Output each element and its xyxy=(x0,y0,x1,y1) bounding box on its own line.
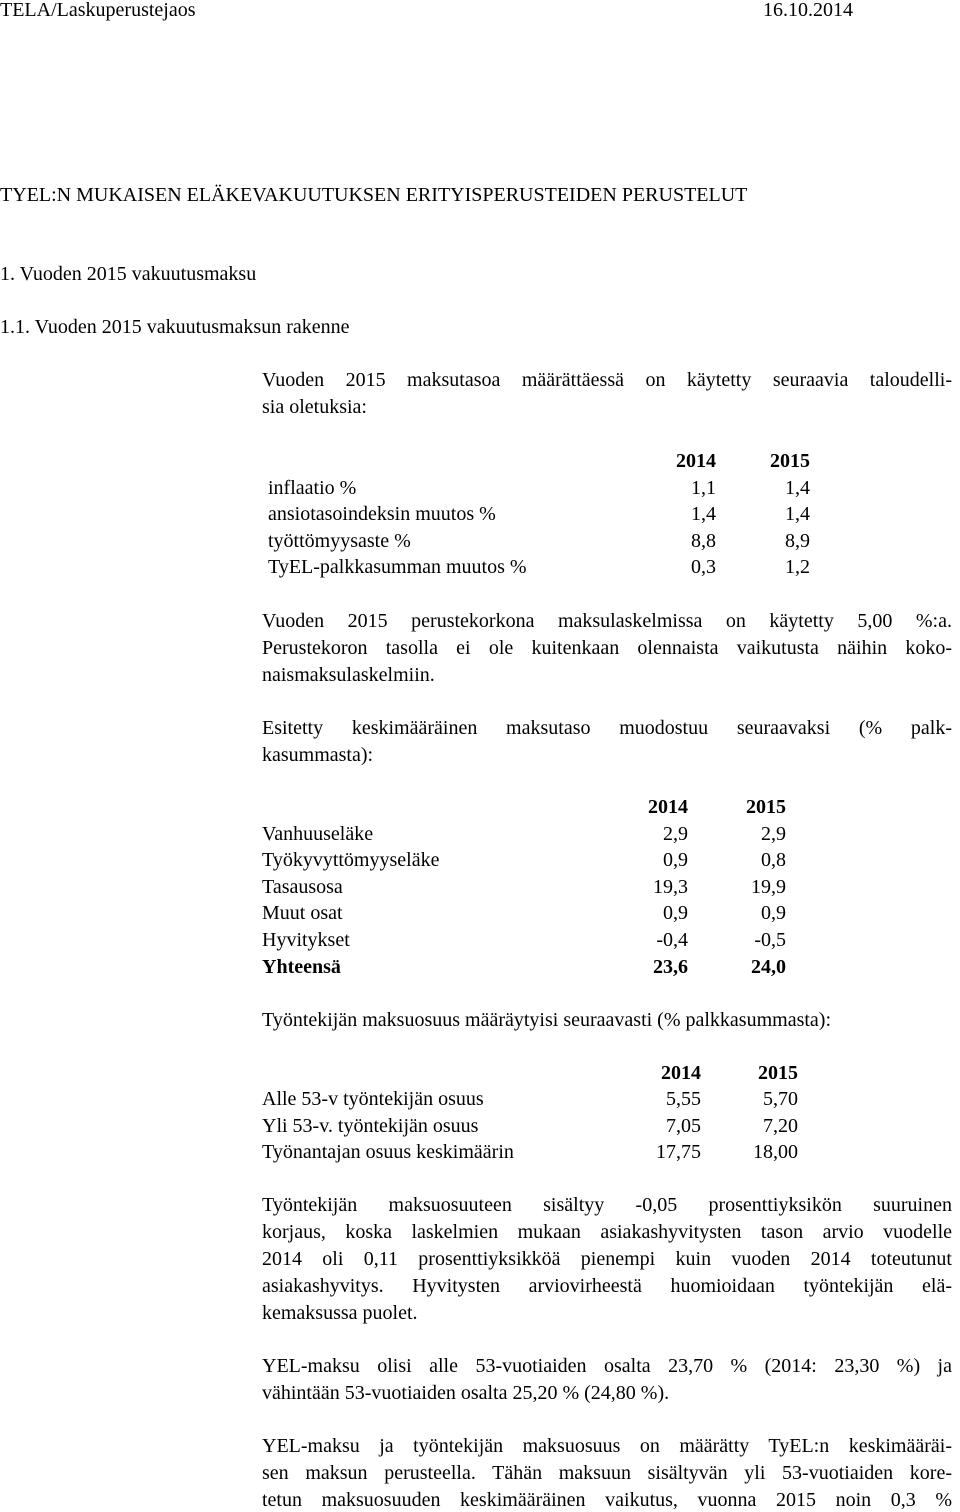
total-2015: 24,0 xyxy=(751,955,786,978)
yel2-line-1: YEL-maksu ja työntekijän maksuosuus on määrätty TyEL:n keskimääräi- xyxy=(262,1435,952,1457)
subsection-heading: 1.1. Vuoden 2015 vakuutusmaksun rakenne xyxy=(0,316,350,338)
column-header-2015: 2015 xyxy=(770,450,810,472)
table-row xyxy=(262,822,786,849)
row-label: TyEL-palkkasumman muutos % xyxy=(268,556,527,579)
row-label: Työkyvyttömyyseläke xyxy=(262,849,440,872)
yel-line-2: vähintään 53-vuotiaiden osalta 25,20 % (24,80 %). xyxy=(262,1382,670,1404)
table-row xyxy=(268,555,810,582)
table-row xyxy=(262,1140,798,1166)
table-row xyxy=(268,476,810,503)
cell-2014: 8,8 xyxy=(691,529,716,552)
correction-line-1: Työntekijän maksuosuuteen sisältyy -0,05 prosenttiyksikön suuruinen xyxy=(262,1194,952,1216)
average-line-1: Esitetty keskimääräinen maksutaso muodostuu seuraavaksi (% palk- xyxy=(262,717,952,739)
cell-2014: 7,05 xyxy=(666,1114,701,1137)
employee-share-intro: Työntekijän maksuosuus määräytyisi seuraavasti (% palkkasummasta): xyxy=(262,1009,832,1031)
column-header-2015: 2015 xyxy=(758,1062,798,1084)
cell-2015: 0,9 xyxy=(761,902,786,925)
cell-2015: 1,4 xyxy=(785,476,810,499)
cell-2015: 1,4 xyxy=(785,503,810,526)
correction-line-5: kemaksussa puolet. xyxy=(262,1302,418,1324)
cell-2015: 19,9 xyxy=(751,875,786,898)
table-row xyxy=(262,1114,798,1140)
row-label: Tasausosa xyxy=(262,875,343,898)
table-row xyxy=(262,875,786,902)
document-date: 16.10.2014 xyxy=(763,0,853,21)
cell-2014: 5,55 xyxy=(666,1088,701,1111)
table-row xyxy=(262,901,786,928)
column-header-2014: 2014 xyxy=(648,796,688,818)
row-label: Hyvitykset xyxy=(262,928,350,951)
cell-2014: 0,9 xyxy=(663,902,688,925)
rate-line-1: Vuoden 2015 perustekorkona maksulaskelmissa on käytetty 5,00 %:a. xyxy=(262,610,952,632)
table-row xyxy=(262,1087,798,1113)
row-label: Muut osat xyxy=(262,902,343,925)
row-label: ansiotasoindeksin muutos % xyxy=(268,503,496,526)
table-row xyxy=(262,848,786,875)
table-row xyxy=(262,928,786,955)
cell-2014: 17,75 xyxy=(656,1140,701,1163)
row-label: Vanhuuseläke xyxy=(262,822,374,845)
correction-line-4: asiakashyvitys. Hyvitysten arviovirheestä huomioidaan työntekijän elä- xyxy=(262,1275,952,1297)
column-header-2015: 2015 xyxy=(746,796,786,818)
cell-2014: 19,3 xyxy=(653,875,688,898)
rate-line-2: Perustekoron tasolla ei ole kuitenkaan olennaista vaikutusta näihin koko- xyxy=(262,637,952,659)
total-2014: 23,6 xyxy=(653,955,688,978)
column-header-2014: 2014 xyxy=(676,450,716,472)
table-row xyxy=(268,502,810,529)
yel-line-1: YEL-maksu olisi alle 53-vuotiaiden osalta 23,70 % (2014: 23,30 %) ja xyxy=(262,1355,952,1377)
table-header-row xyxy=(262,795,786,822)
yel2-line-3: tetun maksuosuuden keskimääräinen vaikutus, vuonna 2015 noin 0,3 % xyxy=(262,1489,952,1511)
cell-2015: 8,9 xyxy=(785,529,810,552)
assumptions-table xyxy=(268,449,810,582)
intro-line-1: Vuoden 2015 maksutasoa määrättäessä on käytetty seuraavia taloudelli- xyxy=(262,369,952,391)
cell-2015: 0,8 xyxy=(761,849,786,872)
rate-line-3: naismaksulaskelmiin. xyxy=(262,664,435,686)
contribution-table xyxy=(262,795,786,981)
intro-line-2: sia oletuksia: xyxy=(262,396,367,418)
section-heading: 1. Vuoden 2015 vakuutusmaksu xyxy=(0,263,257,285)
row-label: Yli 53-v. työntekijän osuus xyxy=(262,1114,479,1137)
correction-line-3: 2014 oli 0,11 prosenttiyksikköä pienempi kuin vuoden 2014 toteutunut xyxy=(262,1248,952,1270)
yel2-line-2: sen maksun perusteella. Tähän maksuun sisältyvän yli 53-vuotiaiden kore- xyxy=(262,1462,952,1484)
table-total-row xyxy=(262,955,786,982)
main-title: TYEL:N MUKAISEN ELÄKEVAKUUTUKSEN ERITYISPERUSTEIDEN PERUSTELUT xyxy=(0,184,748,206)
document-path: TELA/Laskuperustejaos xyxy=(0,0,196,21)
cell-2014: 0,9 xyxy=(663,849,688,872)
cell-2015: 18,00 xyxy=(753,1140,798,1163)
cell-2014: 2,9 xyxy=(663,822,688,845)
cell-2015: 1,2 xyxy=(785,556,810,579)
cell-2014: 1,4 xyxy=(691,503,716,526)
cell-2014: 1,1 xyxy=(691,476,716,499)
cell-2015: 2,9 xyxy=(761,822,786,845)
column-header-2014: 2014 xyxy=(661,1062,701,1084)
row-label: inflaatio % xyxy=(268,476,357,499)
correction-line-2: korjaus, koska laskelmien mukaan asiakashyvitysten tason arvio vuodelle xyxy=(262,1221,952,1243)
table-header-row xyxy=(268,449,810,476)
total-label: Yhteensä xyxy=(262,955,341,978)
cell-2014: -0,4 xyxy=(656,928,688,951)
table-row xyxy=(268,529,810,556)
average-line-2: kasummasta): xyxy=(262,744,374,766)
cell-2014: 0,3 xyxy=(691,556,716,579)
cell-2015: -0,5 xyxy=(754,928,786,951)
employee-share-table xyxy=(262,1061,798,1166)
cell-2015: 5,70 xyxy=(763,1088,798,1111)
row-label: Alle 53-v työntekijän osuus xyxy=(262,1088,484,1111)
table-header-row xyxy=(262,1061,798,1087)
row-label: työttömyysaste % xyxy=(268,529,411,552)
row-label: Työnantajan osuus keskimäärin xyxy=(262,1140,514,1163)
cell-2015: 7,20 xyxy=(763,1114,798,1137)
